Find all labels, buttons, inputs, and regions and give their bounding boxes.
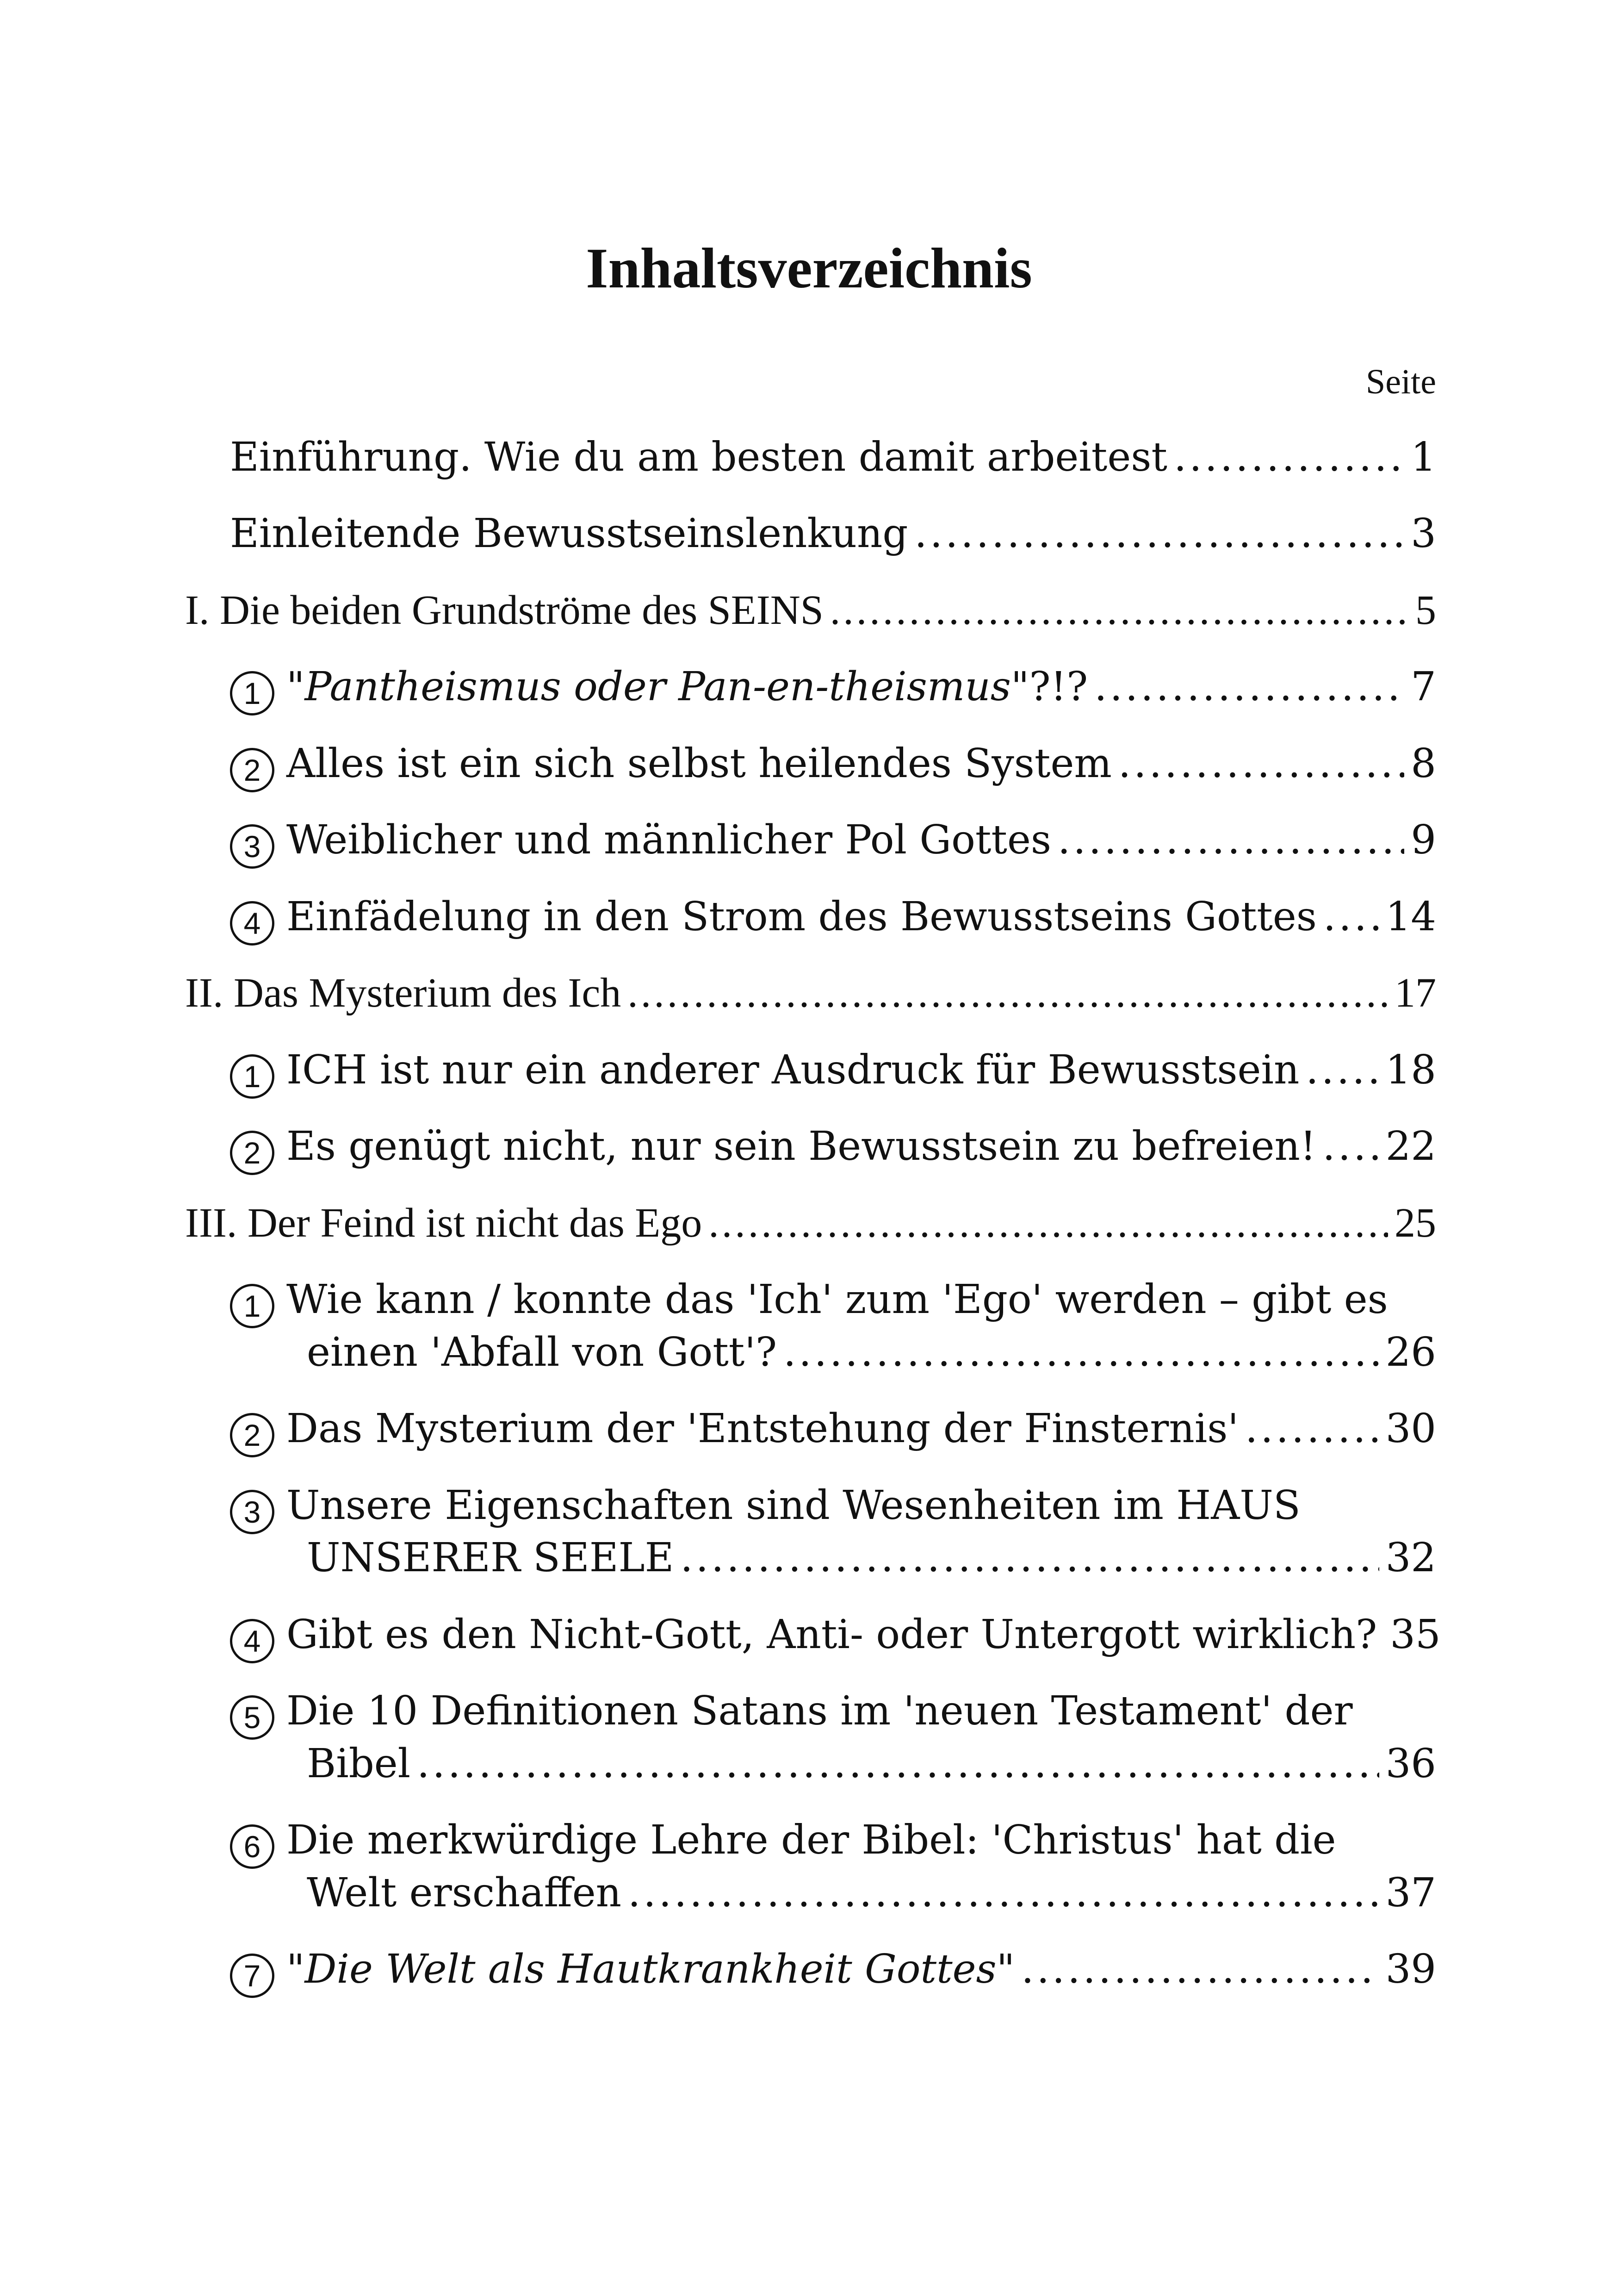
toc-page-number: 8 bbox=[1411, 740, 1436, 787]
dot-leader bbox=[1058, 814, 1404, 866]
toc-entry-label: Die 10 Definitionen Satans im 'neuen Testament' der bbox=[286, 1688, 1353, 1734]
toc-entry-label: Einleitende Bewusstseinslenkung bbox=[230, 510, 908, 557]
toc-page-number: 37 bbox=[1385, 1870, 1436, 1916]
circled-number-marker: 1 bbox=[230, 1054, 274, 1099]
circled-number-marker: 2 bbox=[230, 748, 274, 792]
circled-number-marker: 1 bbox=[230, 671, 274, 716]
dot-leader bbox=[1306, 1044, 1379, 1096]
circled-number-marker: 2 bbox=[230, 1131, 274, 1175]
toc-chapter-entry bbox=[185, 1197, 1436, 1249]
toc-chapter-entry bbox=[185, 967, 1436, 1019]
toc-entry bbox=[230, 508, 1436, 560]
circled-number-marker: 4 bbox=[230, 1619, 274, 1663]
circled-number-marker: 3 bbox=[230, 1490, 274, 1534]
toc-entry-label: Unsere Eigenschaften sind Wesenheiten im HAUS bbox=[286, 1482, 1301, 1529]
toc-entry-label: Einfädelung in den Strom des Bewusstseins Gottes bbox=[286, 894, 1317, 940]
toc-entry bbox=[230, 814, 1436, 869]
toc-chapter-label: II. Das Mysterium des Ich bbox=[185, 970, 621, 1016]
dot-leader bbox=[1322, 1120, 1379, 1172]
dot-leader bbox=[1094, 661, 1404, 713]
toc-entry-label: Einführung. Wie du am besten damit arbeitest bbox=[230, 434, 1167, 480]
toc-chapter-label: III. Der Feind ist nicht das Ego bbox=[185, 1200, 702, 1246]
circled-number-marker: 1 bbox=[230, 1284, 274, 1328]
toc-entry-first-line bbox=[230, 1480, 1301, 1534]
toc-entry-first-line bbox=[230, 1274, 1388, 1328]
toc-entry-label-italic: "Die Welt als Hautkrankheit Gottes" bbox=[286, 1946, 1015, 1992]
toc-page-number: 35 bbox=[1390, 1612, 1441, 1658]
page-title: Inhaltsverzeichnis bbox=[586, 236, 1032, 300]
toc-page-number: 22 bbox=[1385, 1123, 1436, 1170]
toc-entry bbox=[307, 1532, 1436, 1584]
toc-entry bbox=[230, 738, 1436, 792]
toc-entry-label: Wie kann / konnte das 'Ich' zum 'Ego' werden – gibt es bbox=[286, 1276, 1388, 1323]
toc-page-number: 14 bbox=[1385, 894, 1436, 940]
toc-chapter-label: I. Die beiden Grundströme des SEINS bbox=[185, 587, 824, 633]
dot-leader bbox=[1118, 738, 1404, 790]
toc-entry-label: Alles ist ein sich selbst heilendes System bbox=[286, 740, 1112, 787]
dot-leader bbox=[680, 1532, 1379, 1584]
circled-number-marker: 3 bbox=[230, 824, 274, 869]
dot-leader bbox=[783, 1326, 1379, 1378]
toc-entry-label: Weiblicher und männlicher Pol Gottes bbox=[286, 817, 1052, 863]
dot-leader bbox=[1021, 1943, 1379, 1995]
toc-entry-label-continued: Welt erschaffen bbox=[307, 1870, 622, 1916]
toc-entry bbox=[230, 431, 1436, 483]
toc-entry bbox=[230, 1120, 1436, 1175]
circled-number-marker: 5 bbox=[230, 1695, 274, 1740]
toc-page-number: 7 bbox=[1411, 664, 1436, 710]
toc-entry-label: Das Mysterium der 'Entstehung der Finsternis' bbox=[286, 1406, 1239, 1452]
toc-page-number: 9 bbox=[1411, 817, 1436, 863]
dot-leader bbox=[830, 585, 1409, 636]
page-column-header: Seite bbox=[1366, 362, 1436, 401]
toc-page-number: 39 bbox=[1385, 1946, 1436, 1992]
toc-page-number: 5 bbox=[1415, 587, 1436, 633]
toc-entry-label: Die merkwürdige Lehre der Bibel: 'Christus' hat die bbox=[286, 1817, 1336, 1863]
toc-chapter-entry bbox=[185, 585, 1436, 636]
dot-leader bbox=[1174, 431, 1404, 483]
circled-number-marker: 7 bbox=[230, 1954, 274, 1998]
dot-leader bbox=[1323, 891, 1379, 943]
toc-entry-first-line bbox=[230, 1685, 1353, 1740]
toc-entry bbox=[307, 1326, 1436, 1378]
toc-entry bbox=[230, 1044, 1436, 1099]
toc-page-number: 26 bbox=[1385, 1329, 1436, 1375]
toc-entry-label-suffix: ?!? bbox=[1029, 664, 1088, 710]
toc-page-number: 32 bbox=[1385, 1535, 1436, 1581]
toc-entry bbox=[230, 661, 1436, 716]
dot-leader bbox=[914, 508, 1404, 560]
toc-page-number: 30 bbox=[1385, 1406, 1436, 1452]
toc-page-number: 17 bbox=[1395, 970, 1436, 1016]
toc-entry-label-italic: "Pantheismus oder Pan-en-theismus" bbox=[286, 664, 1029, 710]
toc-page-number: 3 bbox=[1411, 510, 1436, 557]
dot-leader bbox=[1245, 1403, 1379, 1455]
toc-entry-label-continued: einen 'Abfall von Gott'? bbox=[307, 1329, 777, 1375]
toc-entry bbox=[230, 1609, 1441, 1663]
dot-leader bbox=[708, 1197, 1388, 1249]
circled-number-marker: 6 bbox=[230, 1824, 274, 1869]
toc-entry bbox=[307, 1867, 1436, 1919]
toc-entry-label-continued: Bibel bbox=[307, 1741, 411, 1787]
toc-entry bbox=[307, 1738, 1436, 1790]
dot-leader bbox=[417, 1738, 1379, 1790]
toc-entry bbox=[230, 1403, 1436, 1457]
toc-entry-label: Gibt es den Nicht-Gott, Anti- oder Untergott wirklich? bbox=[286, 1612, 1377, 1658]
toc-page-number: 1 bbox=[1411, 434, 1436, 480]
toc-entry-label: Es genügt nicht, nur sein Bewusstsein zu befreien! bbox=[286, 1123, 1316, 1170]
circled-number-marker: 2 bbox=[230, 1413, 274, 1457]
toc-entry-label: ICH ist nur ein anderer Ausdruck für Bewusstsein bbox=[286, 1047, 1300, 1093]
circled-number-marker: 4 bbox=[230, 901, 274, 946]
toc-page-number: 18 bbox=[1385, 1047, 1436, 1093]
toc-entry bbox=[230, 891, 1436, 946]
toc-entry-first-line bbox=[230, 1814, 1336, 1869]
dot-leader bbox=[627, 967, 1388, 1019]
toc-entry-label-continued: UNSERER SEELE bbox=[307, 1535, 674, 1581]
dot-leader bbox=[628, 1867, 1379, 1919]
toc-page-number: 25 bbox=[1395, 1200, 1436, 1246]
toc-entry bbox=[230, 1943, 1436, 1998]
toc-page-number: 36 bbox=[1385, 1741, 1436, 1787]
